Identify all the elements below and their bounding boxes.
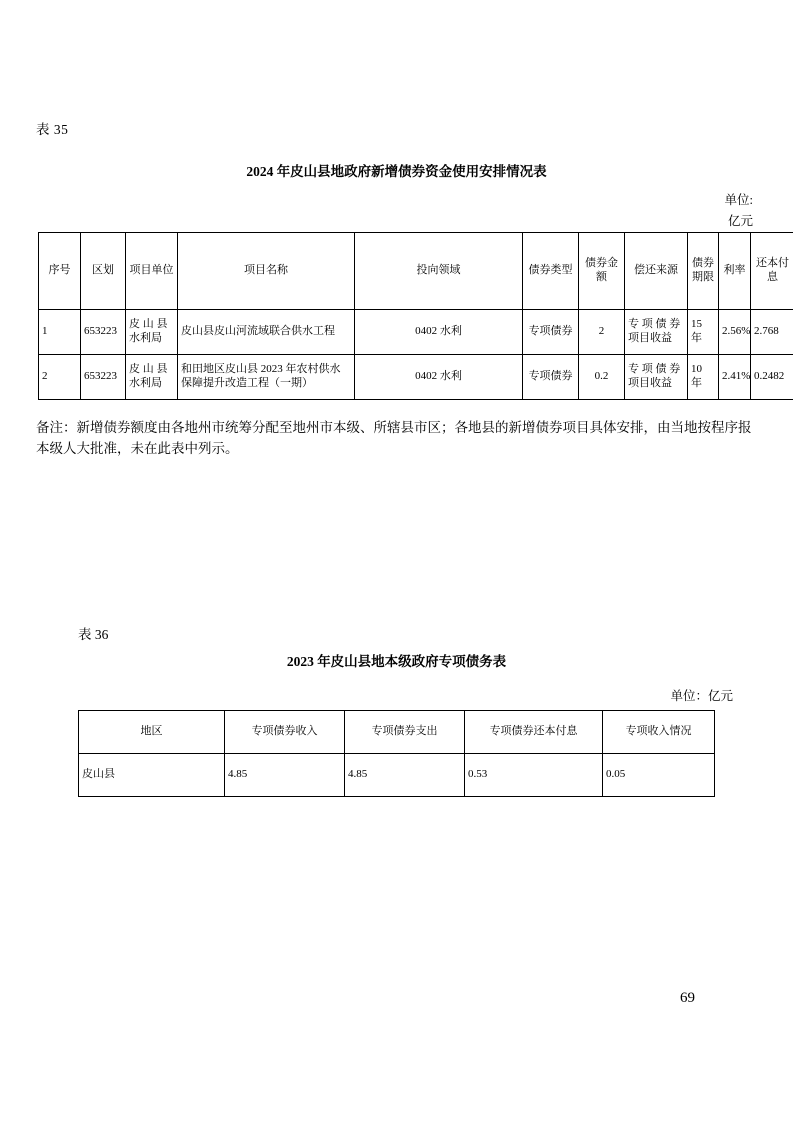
table-36-unit-label: 单位：亿元 [670,689,733,703]
table-36-col-income: 专项债券收入 [225,711,345,754]
cell-project: 皮山县皮山河流域联合供水工程 [178,310,355,355]
cell-amount: 0.2 [579,355,625,400]
table-36-title: 2023 年皮山县地本级政府专项债务表 [286,654,507,669]
cell-amount: 2 [579,310,625,355]
table-35-col-repayment: 还本付息 [751,233,793,310]
cell-bond-type: 专项债券 [523,310,579,355]
cell-repay-source: 专 项 债 券项目收益 [625,355,688,400]
cell-region-code: 653223 [81,310,126,355]
table-35-title: 2024 年皮山县地政府新增债券资金使用安排情况表 [246,164,547,179]
table-35-col-rate: 利率 [719,233,751,310]
table-35-col-seq: 序号 [39,233,81,310]
table-36 [78,710,715,797]
table-35-col-project: 项目名称 [178,233,355,310]
cell-repay-source: 专 项 债 券项目收益 [625,310,688,355]
cell-bond-type: 专项债券 [523,355,579,400]
table-35 [38,232,793,400]
table-36-col-special-income: 专项收入情况 [603,711,715,754]
table-35-unit-label-line1: 单位: [724,193,753,207]
cell-term: 15 年 [688,310,719,355]
table-35-note-line1: 备注：新增债券额度由各地州市统筹分配至地州市本级、所辖县市区；各地县的新增债券项目具体安排，由当地按程序报 [36,420,752,435]
table-row [39,355,793,400]
cell-expenditure: 4.85 [345,754,465,797]
table-35-header-row [39,233,793,310]
table-36-col-region: 地区 [79,711,225,754]
table-row [79,754,715,797]
cell-seq: 2 [39,355,81,400]
cell-field: 0402 水利 [355,355,523,400]
table-35-unit-label-line2: 亿元 [727,214,753,228]
table-row [39,310,793,355]
table-35-col-unit: 项目单位 [126,233,178,310]
table-35-label: 表 35 [36,122,69,137]
cell-repayment: 0.53 [465,754,603,797]
cell-unit: 皮 山 县 水利局 [126,310,178,355]
table-36-label: 表 36 [78,627,109,642]
table-35-col-term: 债券期限 [688,233,719,310]
cell-unit: 皮 山 县 水利局 [126,355,178,400]
cell-rate: 2.41% [719,355,751,400]
cell-region: 皮山县 [79,754,225,797]
table-36-col-expenditure: 专项债券支出 [345,711,465,754]
table-35-note [36,418,756,460]
page-number: 69 [680,990,695,1006]
table-35-note-line2: 本级人大批准，未在此表中列示。 [36,440,239,456]
table-35-col-bond-type: 债券类型 [523,233,579,310]
table-35-col-field: 投向领域 [355,233,523,310]
cell-rate: 2.56% [719,310,751,355]
cell-repayment: 0.2482 [751,355,793,400]
cell-income: 4.85 [225,754,345,797]
cell-region-code: 653223 [81,355,126,400]
cell-term: 10 年 [688,355,719,400]
table-35-col-amount: 债券金额 [579,233,625,310]
cell-seq: 1 [39,310,81,355]
table-35-col-region-code: 区划 [81,233,126,310]
table-36-header-row [79,711,715,754]
cell-special-income: 0.05 [603,754,715,797]
cell-project: 和田地区皮山县 2023 年农村供水保障提升改造工程（一期） [178,355,355,400]
cell-field: 0402 水利 [355,310,523,355]
table-35-col-repay-source: 偿还来源 [625,233,688,310]
cell-repayment: 2.768 [751,310,793,355]
table-36-col-repayment: 专项债券还本付息 [465,711,603,754]
